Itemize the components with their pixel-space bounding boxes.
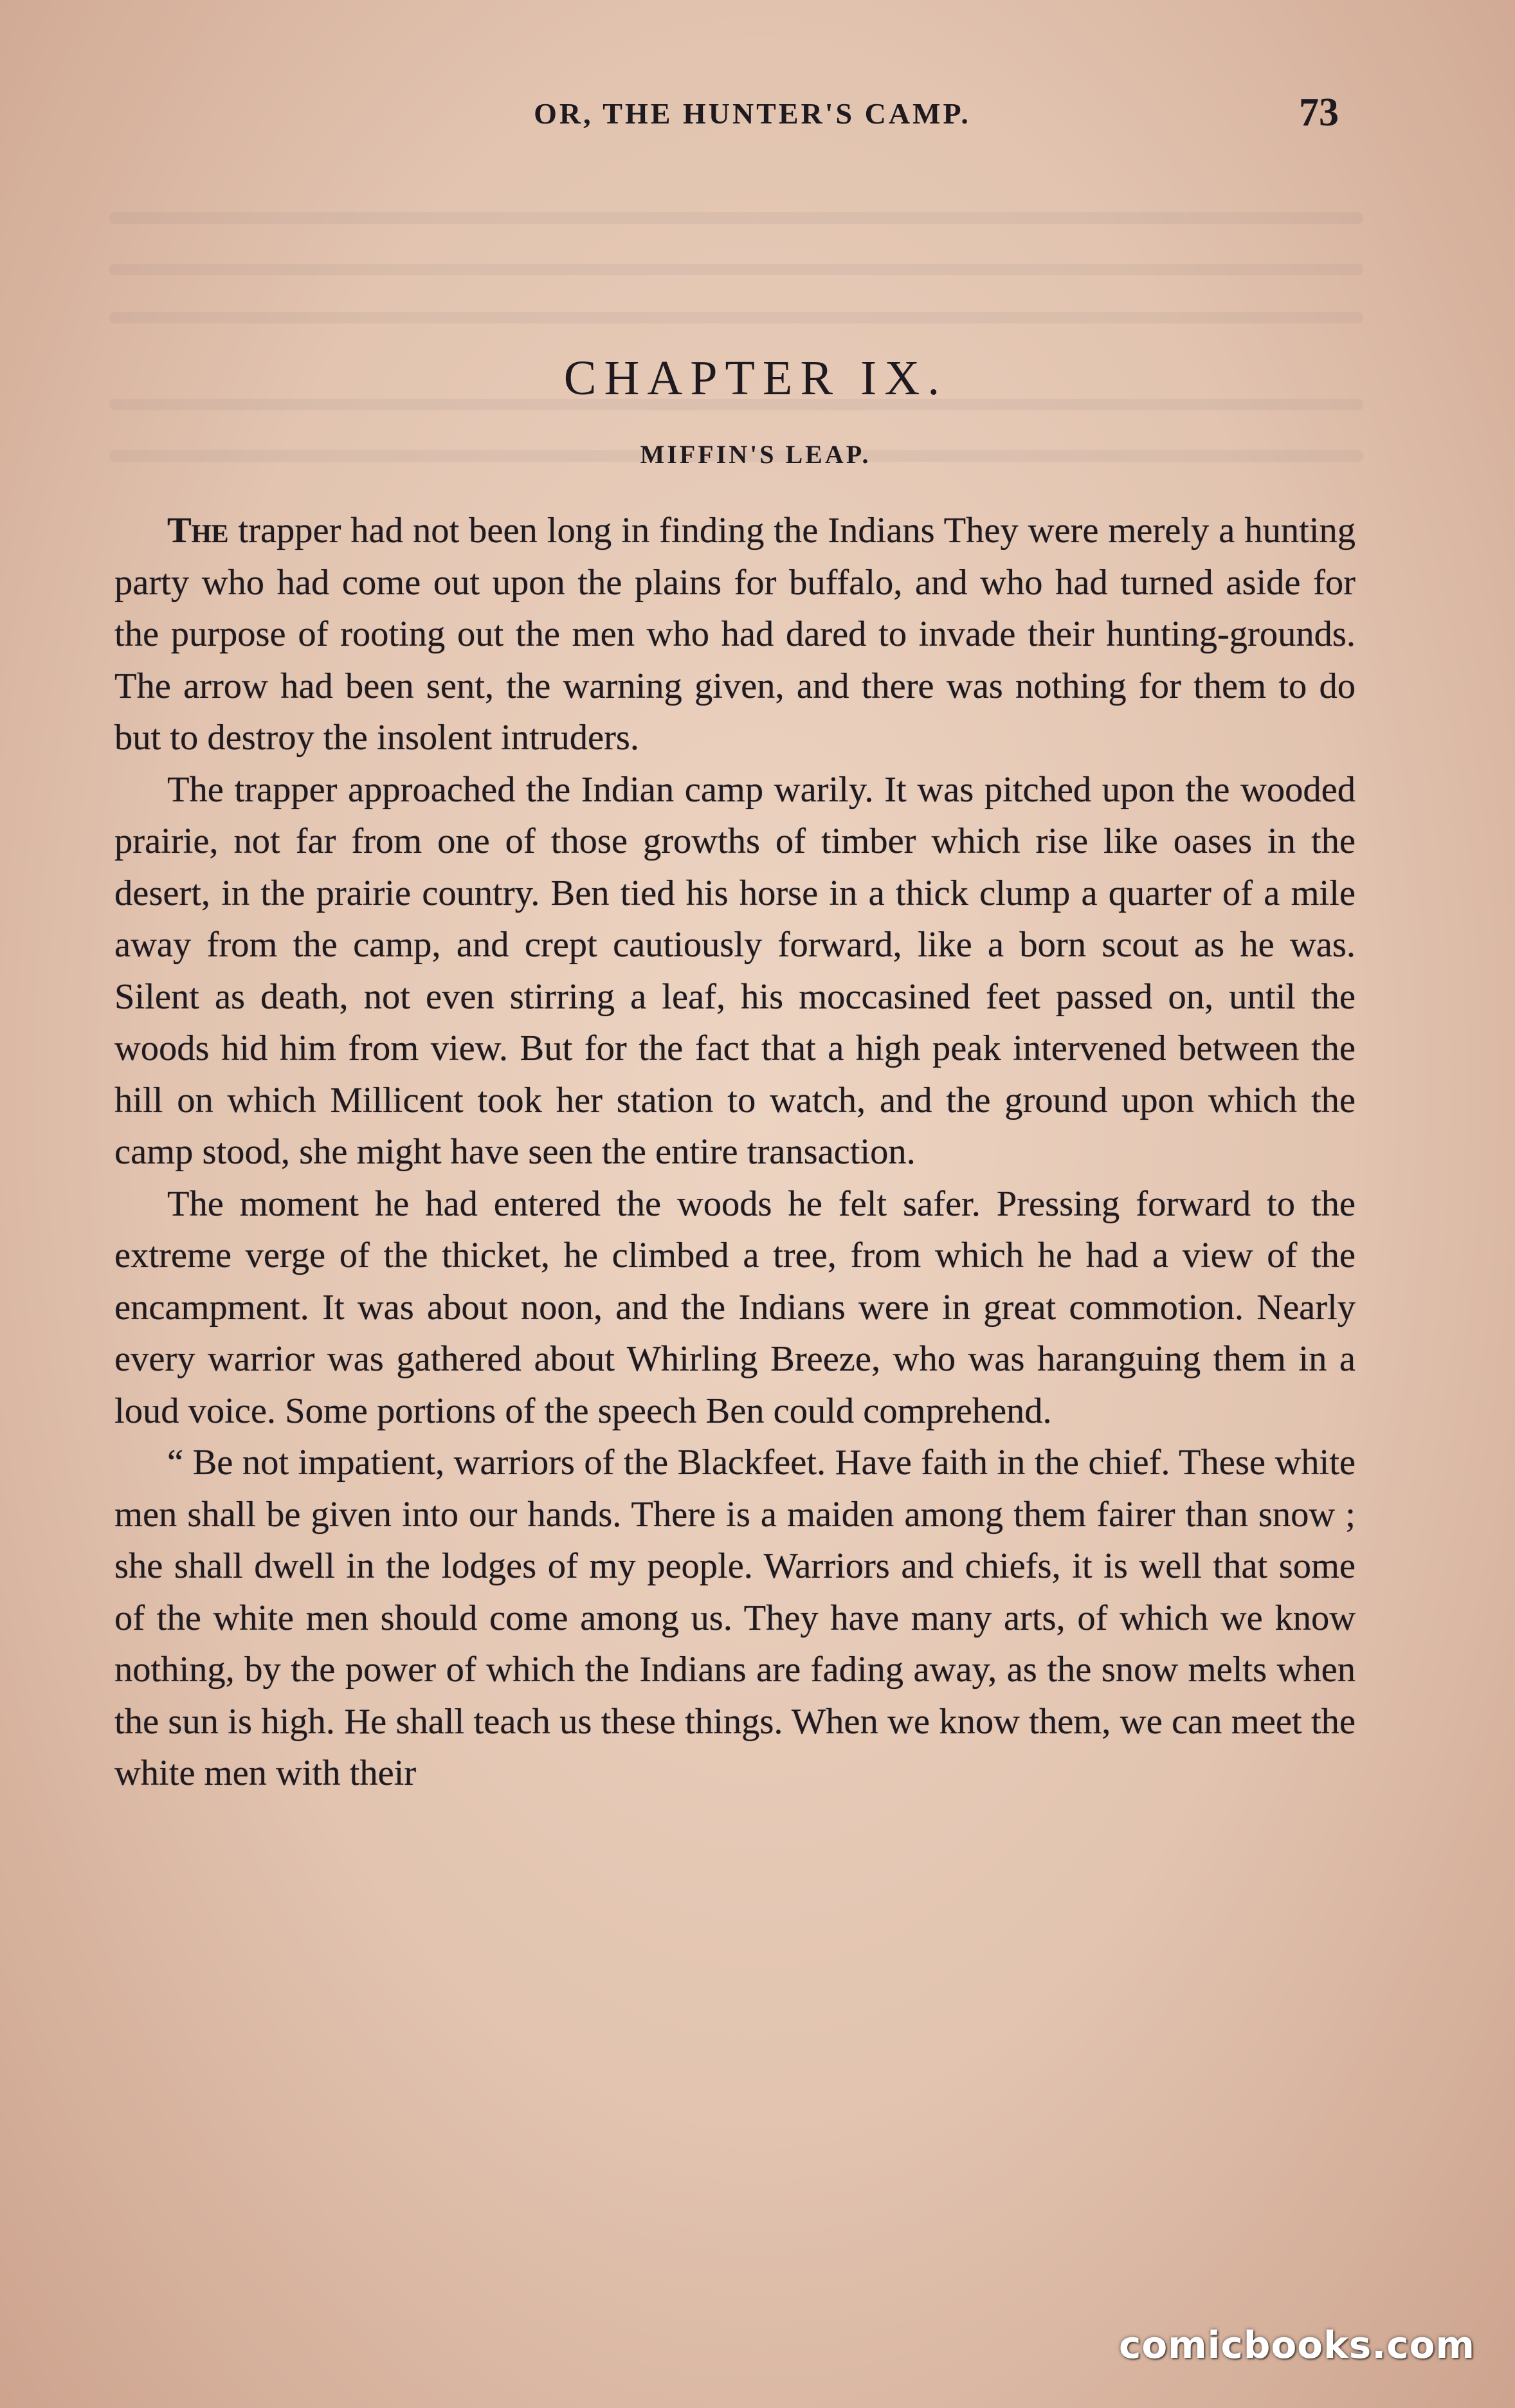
bleed-through-line [109,264,1363,275]
chapter-subtitle: MIFFIN'S LEAP. [640,440,871,469]
paragraph [114,1178,1356,1437]
paragraph-lead-word: The [167,511,229,551]
paragraph [114,764,1356,1178]
paragraph [114,505,1356,764]
page-number: 73 [1299,91,1339,134]
bleed-through-line [109,212,1363,224]
chapter-heading: CHAPTER IX. [563,351,948,405]
running-head: OR, THE HUNTER'S CAMP. [534,97,971,130]
paragraph-text: “ Be not impatient, warriors of the Blackfeet. Have faith in the chief. These white men shall be given into our hands. There is a maiden among them fairer than snow ; she shall dwell in the lodges of my people. Warriors and chiefs, it is well that some of the white men should come among us. They have many arts, of which we know nothing, by the power of which the Indians are fading away, as the snow melts when the sun is high. He shall teach us these things. When we know them, we can meet the white men with their [114,1443,1356,1793]
paragraph-text: trapper had not been long in finding the Indians They were merely a hunting party who had come out upon the plains for buffalo, and who had turned aside for the purpose of rooting out the men who had dared to invade their hunting-grounds. The arrow had been sent, the warning given, and there was nothing for them to do but to destroy the insolent intruders. [114,511,1356,758]
bleed-through-line [109,312,1363,324]
paragraph-text: The trapper approached the Indian camp warily. It was pitched upon the wooded prairie, not far from one of those growths of timber which rise like oases in the desert, in the prairie country. Ben tied his horse in a thick clump a quarter of a mile away from the camp, and crept cautiously forward, like a born scout as he was. Silent as death, not even stirring a leaf, his moccasined feet passed on, until the woods hid him from view. But for the fact that a high peak intervened between the hill on which Millicent took her station to watch, and the ground upon which the camp stood, she might have seen the entire transaction. [114,769,1356,1172]
paragraph-text: The moment he had entered the woods he felt safer. Pressing forward to the extreme verge of the thicket, he climbed a tree, from which he had a view of the encampment. It was about noon, and the Indians were in great commotion. Nearly every warrior was gathered about Whirling Breeze, who was haranguing them in a loud voice. Some portions of the speech Ben could comprehend. [114,1183,1356,1431]
paragraph [114,1437,1356,1800]
body-text [114,505,1356,1800]
watermark: comicbooks.com [1119,2323,1475,2367]
